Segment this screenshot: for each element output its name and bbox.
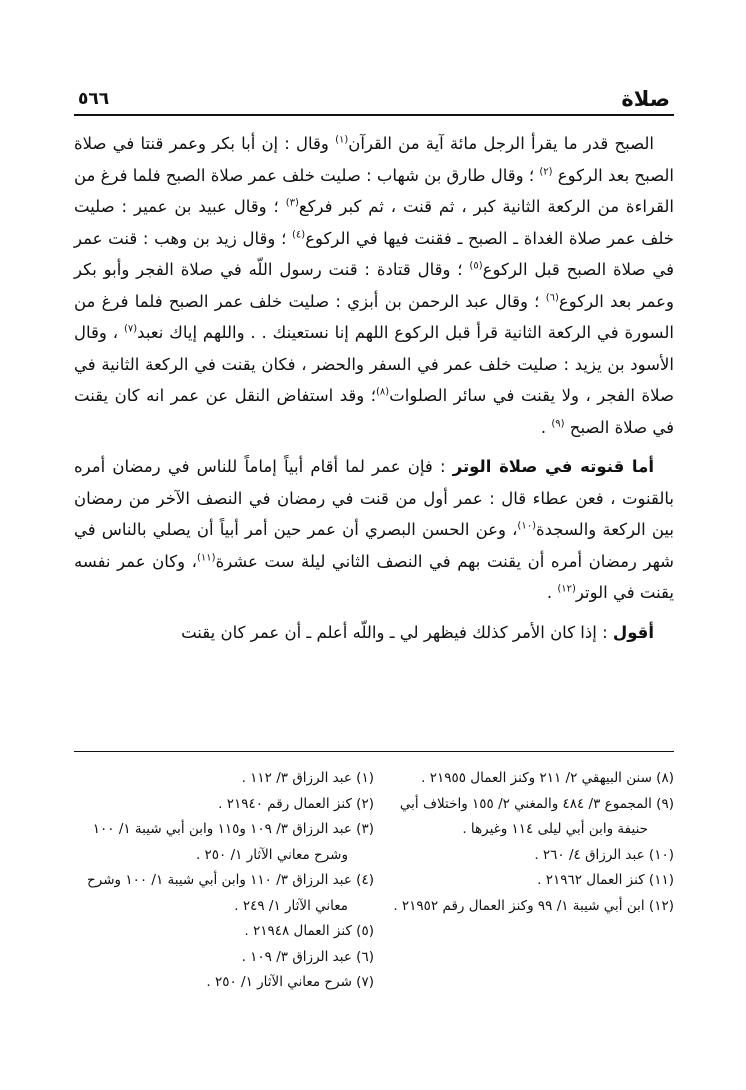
page-number: ٥٦٦	[78, 89, 110, 109]
footnote: (٤) عبد الرزاق ٣/ ١١٠ وابن أبي شيبة ١/ ١٠٠ وشرح معاني الآثار ١/ ٢٤٩ .	[87, 872, 374, 914]
text-run: ؛ وقال عبيد بن عمير : صليت خلف عمر صلاة الغداة ـ الصبح ـ فقنت فيها في الركوع	[74, 197, 674, 248]
footnote-ref: (٣)	[285, 197, 299, 209]
text-run: وقال : إن أبا بكر وعمر قنتا في صلاة الصبح بعد الركوع	[74, 134, 674, 185]
footnote-ref: (٤)	[292, 229, 306, 240]
main-text	[74, 128, 674, 648]
footnote: (٢) كنز العمال رقم ٢١٩٤٠ .	[218, 795, 374, 812]
text-run: ؛ وقال زيد بن وهب : قنت عمر في صلاة الصبح قبل الركوع	[74, 228, 674, 279]
footnote-ref: (٢)	[539, 166, 553, 177]
text-run: ، وقال الأسود بن يزيد : صليت خلف عمر في السفر والحضر ، فكان يقنت في الركعة الثانية في صلاة الفجر ، ولا يقنت في سائر الصلوات	[74, 323, 675, 405]
footnote-divider	[74, 751, 674, 752]
footnote-ref: (١١)	[197, 552, 216, 563]
footnotes	[74, 766, 674, 996]
footnote-ref: (١٠)	[517, 520, 536, 532]
footnote: (٨) سنن البيهقي ٢/ ٢١١ وكنز العمال ٢١٩٥٥ .	[421, 770, 674, 786]
footnote: (١٠) عبد الرزاق ٤/ ٢٦٠ .	[534, 846, 674, 863]
text-run: ؛ وقال قتادة : قنت رسول اللّه في صلاة الفجر وأبو بكر وعمر بعد الركوع	[74, 260, 674, 311]
lead-phrase: أقول	[612, 622, 654, 642]
footnote-ref: (٨)	[376, 386, 390, 398]
paragraph	[74, 451, 674, 609]
page-header	[74, 84, 674, 116]
footnote: (١) عبد الرزاق ٣/ ١١٢ .	[241, 770, 374, 786]
text-run: ؛ وقال طارق بن شهاب : صليت خلف عمر صلاة الصبح فلما فرغ من القراءة من الركعة الثانية كبر ، ثم قنت ، ثم كبر فركع	[74, 165, 674, 216]
text-run: ؛ وقد استفاض النقل عن عمر انه كان يقنت في صلاة الصبح	[74, 386, 674, 437]
footnote: (٥) كنز العمال ٢١٩٤٨ .	[244, 923, 374, 939]
footnote-ref: (٥)	[469, 260, 483, 272]
text-run: ؛ وقال عبد الرحمن بن أبزي : صليت خلف عمر الصبح فلما فرغ من السورة في الركعة الثانية قرأ قبل الركوع اللهم إنا نستعينك . . واللهم إياك نعبد	[74, 291, 675, 342]
footnote: (١٢) ابن أبي شيبة ١/ ٩٩ وكنز العمال رقم ٢١٩٥٢ .	[393, 897, 674, 914]
text-run: ، وكان عمر نفسه يقنت في الوتر	[74, 551, 674, 602]
text-run: : فإن عمر لما أقام أبياً إماماً للناس في رمضان أمره بالقنوت ، فعن عطاء قال : عمر أول من قنت في رمضان في النصف الآخر من رمضان بين الركعة والسجدة	[74, 457, 674, 539]
text-run: : إذا كان الأمر كذلك فيظهر لي ـ واللّه أعلم ـ أن عمر كان يقنت	[181, 622, 613, 642]
footnote-ref: (٧)	[123, 323, 138, 335]
paragraph	[74, 128, 674, 443]
footnotes-right-column	[74, 766, 374, 996]
footnote-ref: (١)	[335, 134, 349, 146]
footnotes-left-column	[374, 766, 674, 996]
footnote-ref: (٩)	[551, 418, 565, 429]
text-run: .	[546, 583, 558, 602]
footnote: (٩) المجموع ٣/ ٤٨٤ والمغني ٢/ ١٥٥ واختلاف أبي حنيفة وابن أبي ليلى ١١٤ وغيرها .	[399, 795, 674, 837]
paragraph	[74, 617, 674, 649]
footnote: (١١) كنز العمال ٢١٩٦٢ .	[537, 872, 674, 888]
footnote: (٦) عبد الرزاق ٣/ ١٠٩ .	[241, 948, 374, 965]
text-run: الصبح قدر ما يقرأ الرجل مائة آية من القرآن	[348, 134, 654, 153]
footnote: (٣) عبد الرزاق ٣/ ١٠٩ و١١٥ وابن أبي شيبة ١/ ١٠٠ وشرح معاني الآثار ١/ ٢٥٠ .	[92, 821, 374, 863]
lead-phrase: أما قنوته في صلاة الوتر	[452, 457, 655, 476]
text-run: ، وعن الحسن البصري أن عمر حين أمر أبياً أن يصلي بالناس في شهر رمضان أمره أن يقنت بهم في النصف الثاني ليلة ست عشرة	[74, 520, 674, 571]
footnote: (٧) شرح معاني الآثار ١/ ٢٥٠ .	[206, 974, 374, 990]
running-title: صلاة	[621, 87, 670, 111]
text-run: .	[540, 417, 552, 437]
footnote-ref: (١٢)	[557, 583, 576, 595]
footnote-ref: (٦)	[545, 292, 559, 303]
